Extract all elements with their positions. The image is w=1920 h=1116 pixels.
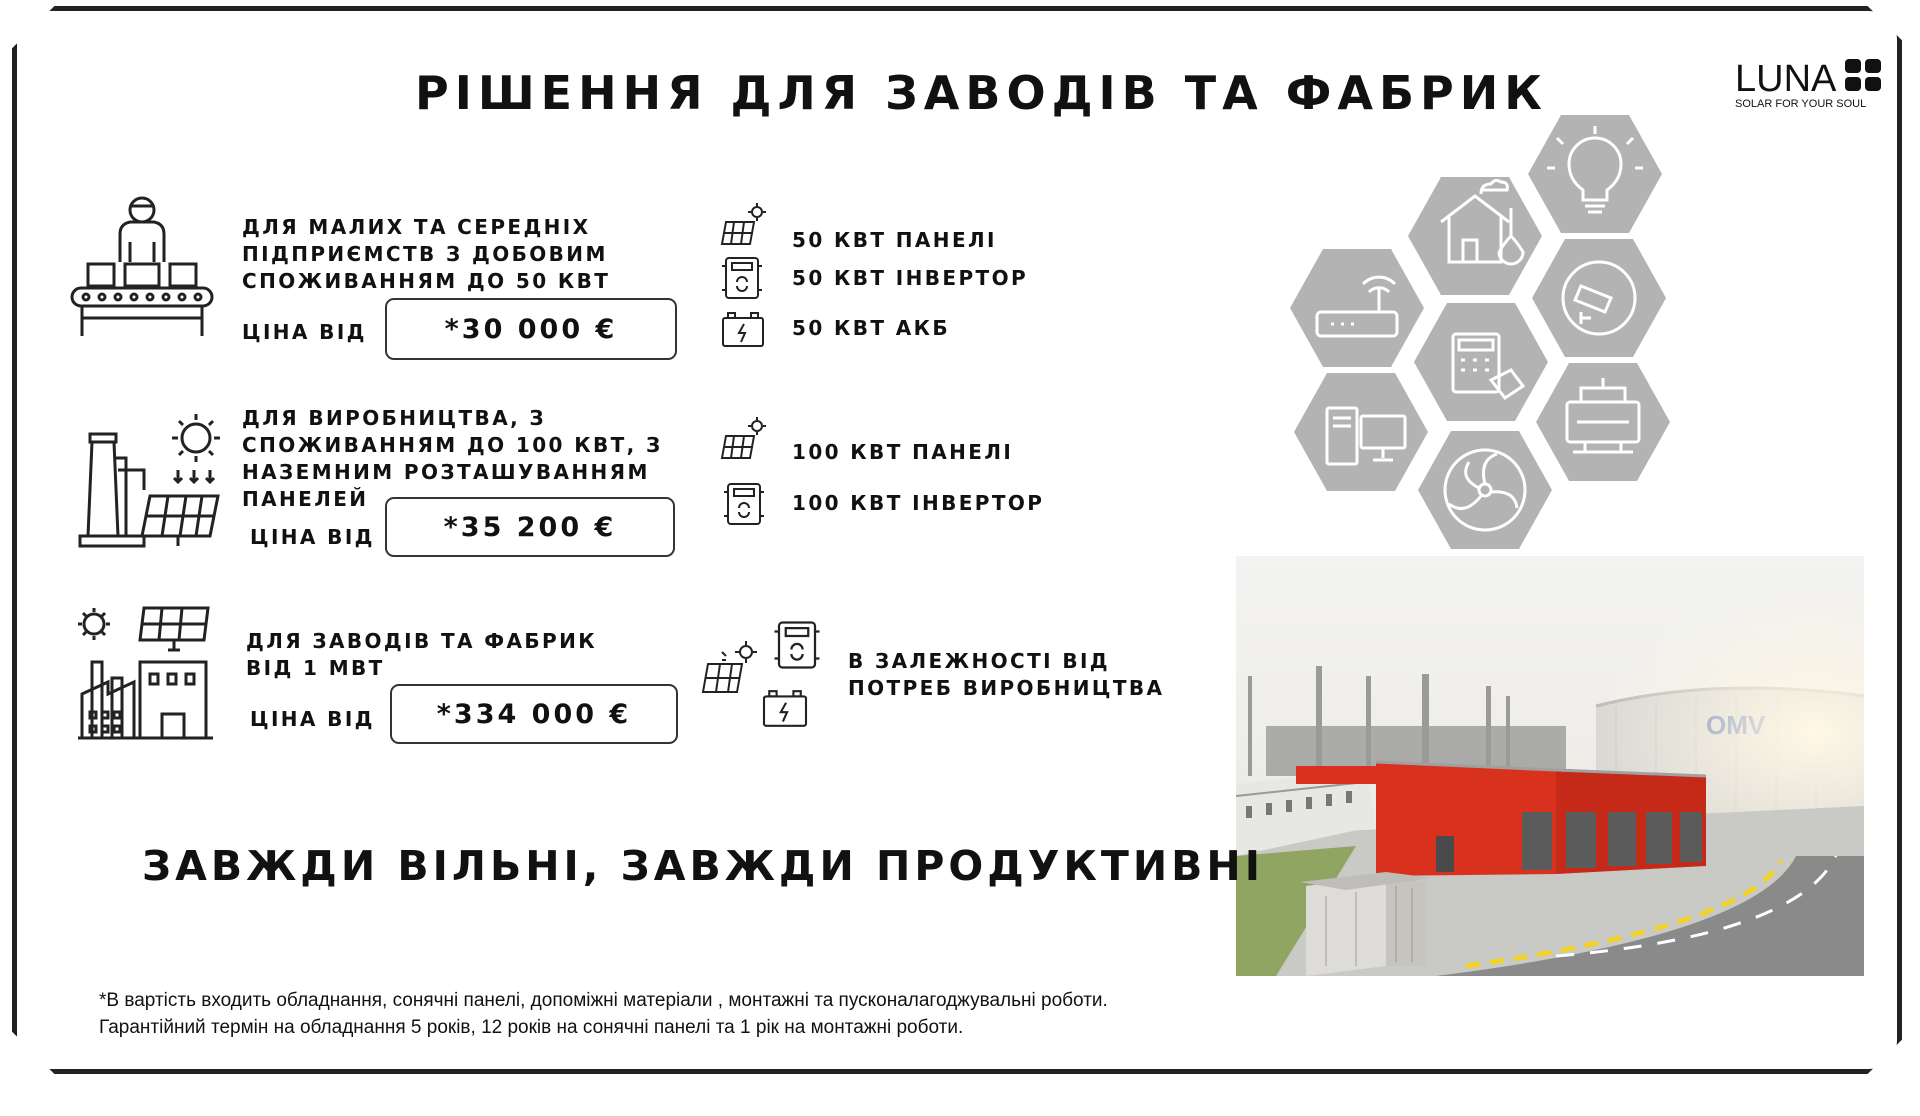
tier1-desc-line: СПОЖИВАННЯМ ДО 50 КВТ [242, 269, 611, 293]
inverter-icon [722, 480, 766, 528]
slogan: ЗАВЖДИ ВІЛЬНІ, ЗАВЖДИ ПРОДУКТИВНІ [142, 842, 1264, 890]
tier3-desc-line: ДЛЯ ЗАВОДІВ ТА ФАБРИК [246, 629, 597, 653]
solar-panel-sun-icon [720, 416, 768, 464]
solar-panel-sun-icon [702, 640, 760, 698]
tier1-spec-battery: 50 КВТ АКБ [792, 316, 951, 340]
tier1-spec-panels: 50 КВТ ПАНЕЛІ [792, 228, 997, 252]
hexagon-icons-cluster [1285, 112, 1685, 552]
hex-tile [1414, 303, 1548, 421]
page-title: РІШЕННЯ ДЛЯ ЗАВОДІВ ТА ФАБРИК [415, 66, 1548, 120]
industrial-site-photo [1236, 556, 1864, 976]
tier2-desc-line: ДЛЯ ВИРОБНИЦТВА, З [242, 406, 547, 430]
tier2-price-box: *35 200 € [385, 497, 675, 557]
tier2-desc-line: НАЗЕМНИМ РОЗТАШУВАННЯМ [242, 460, 650, 484]
tier3-desc-line: ВІД 1 МВТ [246, 656, 385, 680]
tier1-desc-line: ДЛЯ МАЛИХ ТА СЕРЕДНІХ [242, 215, 591, 239]
tier1-description [242, 214, 610, 295]
tier2-spec-panels: 100 КВТ ПАНЕЛІ [792, 440, 1014, 464]
tier2-desc-line: ПАНЕЛЕЙ [242, 487, 369, 511]
plant-solar-sun-icon [78, 606, 213, 742]
hex-tile [1532, 239, 1666, 357]
battery-icon [720, 310, 766, 350]
tier2-spec-inverter: 100 КВТ ІНВЕРТОР [792, 491, 1045, 515]
tier1-price-label: ЦІНА ВІД [242, 320, 367, 344]
factory-solar-sun-icon [78, 410, 223, 550]
factory-worker-conveyor-icon [70, 192, 215, 340]
tier3-price-box: *334 000 € [390, 684, 678, 744]
tier1-desc-line: ПІДПРИЄМСТВ З ДОБОВИМ [242, 242, 608, 266]
footnote-line: Гарантійний термін на обладнання 5 років, 12 років на сонячні панелі та 1 рік на монтажні роботи. [99, 1017, 964, 1038]
logo-tagline: SOLAR FOR YOUR SOUL [1735, 98, 1867, 110]
tier2-desc-line: СПОЖИВАННЯМ ДО 100 КВТ, З [242, 433, 663, 457]
tier3-spec-line1: В ЗАЛЕЖНОСТІ ВІД [848, 649, 1111, 673]
hex-tile [1290, 249, 1424, 367]
footnote-line: *В вартість входить обладнання, сонячні панелі, допоміжні матеріали , монтажні та пусконалагоджувальні роботи. [99, 990, 1108, 1011]
tier2-price-label: ЦІНА ВІД [250, 525, 375, 549]
footnote [99, 987, 1108, 1041]
tier3-description [246, 628, 597, 682]
tier3-price-label: ЦІНА ВІД [250, 707, 375, 731]
tier1-spec-inverter: 50 КВТ ІНВЕРТОР [792, 266, 1029, 290]
tier1-price-box: *30 000 € [385, 298, 677, 360]
battery-icon [760, 688, 810, 730]
solar-panel-sun-icon [720, 202, 768, 250]
tier3-spec-line2: ПОТРЕБ ВИРОБНИЦТВА [848, 676, 1165, 700]
logo-name: LUNA [1735, 58, 1837, 100]
inverter-icon [720, 254, 764, 302]
inverter-icon [772, 618, 822, 672]
